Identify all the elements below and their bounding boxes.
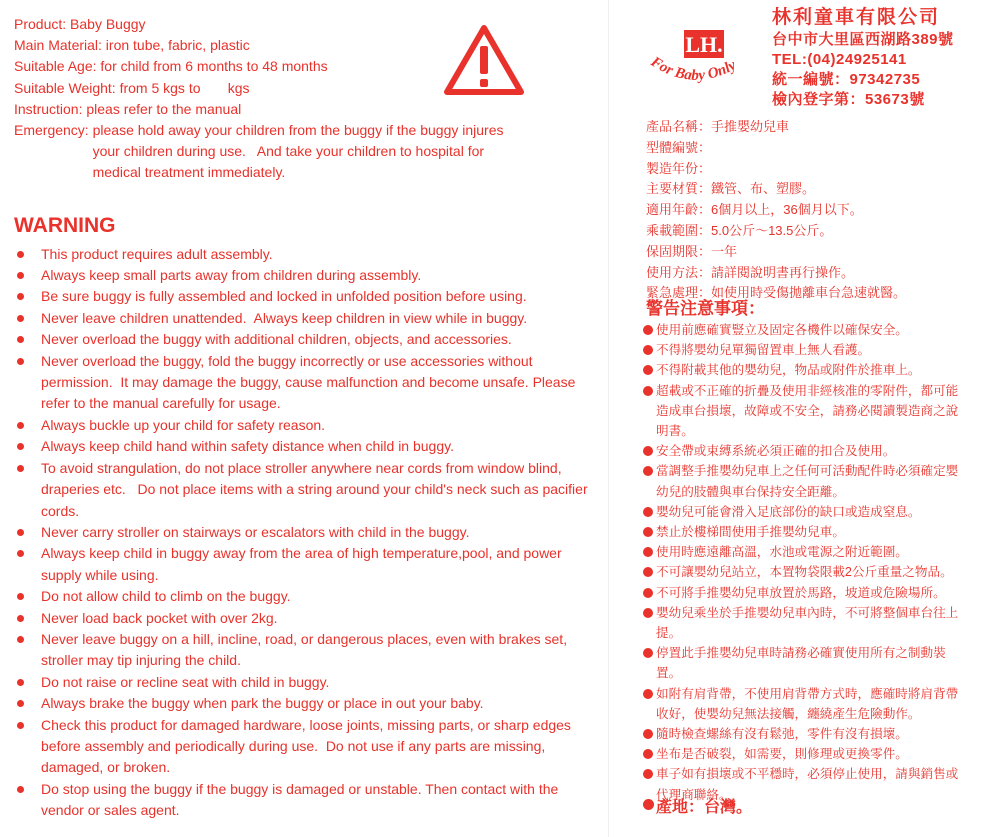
- warning-item: Do not raise or recline seat with child in buggy.: [14, 672, 604, 693]
- chinese-info-row: 型體編號：: [646, 139, 712, 155]
- chinese-warning-item: 不得將嬰幼兒單獨留置車上無人看護。: [642, 340, 962, 360]
- english-section: [14, 14, 604, 822]
- warning-item: To avoid strangulation, do not place stroller anywhere near cords from window blind, draperies etc. Do not place items with a string around your child's neck such as pacifier cords.: [14, 458, 604, 522]
- chinese-info-row: 主要材質：鐵管、布、塑膠。: [646, 181, 816, 197]
- chinese-warning-item: 如附有肩背帶，不使用肩背帶方式時，應確時將肩背帶收好，使嬰幼兒無法接觸，纏繞產生危險動作。: [642, 684, 962, 724]
- warning-item: Never carry stroller on stairways or escalators with child in the buggy.: [14, 522, 604, 543]
- company-tel: TEL:(04)24925141: [772, 51, 907, 68]
- chinese-warning-item: 使用時應遠離高溫，水池或電源之附近範圍。: [642, 542, 962, 562]
- chinese-warning-item: 隨時檢查螺絲有沒有鬆弛，零件有沒有損壞。: [642, 724, 962, 744]
- fold-divider: [608, 0, 609, 837]
- warning-item: Be sure buggy is fully assembled and locked in unfolded position before using.: [14, 286, 604, 307]
- chinese-warning-item: 嬰幼兒可能會滑入足底部份的缺口或造成窒息。: [642, 502, 962, 522]
- info-age: Suitable Age: for child from 6 months to 48 months: [14, 58, 328, 75]
- emergency-text: please hold away your children from the buggy if the buggy injures your children during use. And take your children to hospital for medical treatment immediately.: [92, 122, 508, 181]
- chinese-warning-item: 車子如有損壞或不平穩時，必須停止使用，請與銷售或代理商聯絡。: [642, 764, 962, 804]
- chinese-warning-item: 使用前應確實豎立及固定各機件以確保安全。: [642, 320, 962, 340]
- warning-item: Always brake the buggy when park the buggy or place in out your baby.: [14, 693, 604, 714]
- chinese-warning-item: 嬰幼兒乘坐於手推嬰幼兒車內時，不可將整個車台往上提。: [642, 603, 962, 643]
- chinese-warning-item: 坐布是否破裂，如需要，則修理或更換零件。: [642, 744, 962, 764]
- info-material: Main Material: iron tube, fabric, plastic: [14, 37, 250, 54]
- chinese-info-row: 保固期限：一年: [646, 243, 738, 259]
- company-name: 林利童車有限公司: [772, 7, 941, 28]
- logo-mark: LH.: [685, 32, 723, 57]
- warning-item: Never leave children unattended. Always keep children in view while in buggy.: [14, 308, 604, 329]
- warning-item: Always keep child in buggy away from the area of high temperature,pool, and power supply while using.: [14, 543, 604, 586]
- info-emergency: [14, 120, 604, 184]
- warning-title: WARNING: [14, 213, 116, 237]
- info-weight: Suitable Weight: from 5 kgs to kgs: [14, 79, 250, 96]
- warning-list: [14, 244, 604, 822]
- chinese-origin: 產地：台灣。: [642, 794, 752, 817]
- chinese-warning-item: 安全帶或束縛系統必須正確的扣合及使用。: [642, 441, 962, 461]
- warning-item: Always buckle up your child for safety reason.: [14, 415, 604, 436]
- warning-item: Check this product for damaged hardware, loose joints, missing parts, or sharp edges before assembly and periodically during use. Do not use if any parts are missing, damaged, or broken.: [14, 715, 604, 779]
- emergency-label: Emergency:: [14, 122, 93, 139]
- warning-triangle-icon: [443, 24, 525, 96]
- info-product: Product: Baby Buggy: [14, 16, 146, 32]
- chinese-warning-item: 不得附載其他的嬰幼兒，物品或附件於推車上。: [642, 360, 962, 380]
- chinese-warning-item: 超載或不正確的折疊及使用非經核准的零附件，都可能造成車台損壞，故障或不安全，請務必閱讀製造商之說明書。: [642, 381, 962, 442]
- chinese-info-row: 適用年齡：6個月以上，36個月以下。: [646, 202, 863, 218]
- chinese-product-info: [646, 117, 906, 304]
- company-address: 台中市大里區西湖路389號: [772, 31, 954, 48]
- company-logo: [642, 22, 762, 92]
- chinese-warning-list: [642, 320, 962, 805]
- chinese-warning-item: 當調整手推嬰幼兒車上之任何可活動配件時必須確定嬰幼兒的肢體與車台保持安全距離。: [642, 461, 962, 501]
- chinese-info-row: 乘載範圍：5.0公斤～13.5公斤。: [646, 222, 833, 238]
- warning-item: This product requires adult assembly.: [14, 244, 604, 265]
- chinese-warning-item: 不可將手推嬰幼兒車放置於馬路，坡道或危險場所。: [642, 583, 962, 603]
- warning-item: Never overload the buggy, fold the buggy incorrectly or use accessories without permission. It may damage the buggy, cause malfunction and become unsafe. Please refer to the manual carefully for usage.: [14, 351, 604, 415]
- company-block: [772, 6, 992, 110]
- chinese-info-row: 製造年份：: [646, 160, 712, 176]
- warning-item: Never overload the buggy with additional children, objects, and accessories.: [14, 329, 604, 350]
- info-instruction: Instruction: pleas refer to the manual: [14, 100, 242, 117]
- chinese-warning-title: 警告注意事項：: [646, 299, 765, 318]
- logo-tagline: For Baby Only: [647, 54, 739, 84]
- company-registration: 檢內登字第：53673號: [772, 91, 925, 108]
- chinese-warning-item: 不可讓嬰幼兒站立，本置物袋限載2公斤重量之物品。: [642, 562, 962, 582]
- company-tax-id: 統一編號：97342735: [772, 71, 921, 88]
- warning-item: Never load back pocket with over 2kg.: [14, 608, 604, 629]
- chinese-info-row: 使用方法：請詳閱說明書再行操作。: [646, 264, 855, 280]
- chinese-warning-item: 停置此手推嬰幼兒車時請務必確實使用所有之制動裝置。: [642, 643, 962, 683]
- warning-item: Always keep child hand within safety distance when child in buggy.: [14, 436, 604, 457]
- warning-item: Do not allow child to climb on the buggy.: [14, 586, 604, 607]
- chinese-info-row: 產品名稱：手推嬰幼兒車: [646, 119, 790, 134]
- warning-item: Never leave buggy on a hill, incline, road, or dangerous places, even with brakes set, stroller may tip injuring the child.: [14, 629, 604, 672]
- chinese-warning-item: 禁止於樓梯間使用手推嬰幼兒車。: [642, 522, 962, 542]
- chinese-info-row: 緊急處理：如使用時受傷拋離車台急速就醫。: [646, 285, 907, 301]
- warning-item: Always keep small parts away from children during assembly.: [14, 265, 604, 286]
- warning-item: Do stop using the buggy if the buggy is damaged or unstable. Then contact with the vendor or sales agent.: [14, 779, 604, 822]
